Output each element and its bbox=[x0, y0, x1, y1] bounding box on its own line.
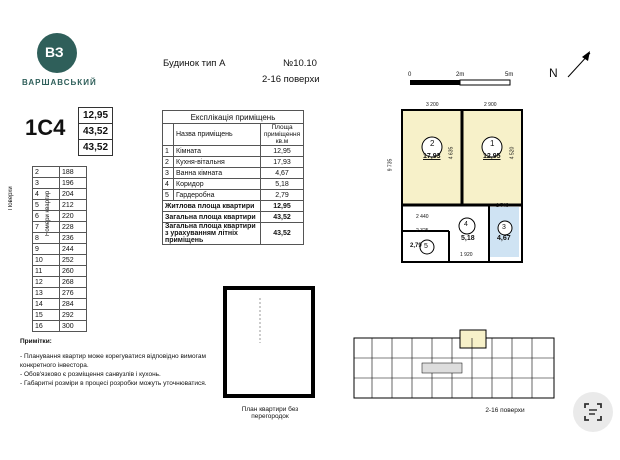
floor-row bbox=[33, 255, 87, 266]
room-num: 5 bbox=[163, 190, 174, 201]
explication-table bbox=[162, 110, 304, 245]
room-name: Коридор bbox=[174, 179, 261, 190]
floor-row bbox=[33, 266, 87, 277]
apt-number: 300 bbox=[60, 321, 87, 332]
total-value: 12,95 bbox=[261, 201, 304, 212]
room-area: 12,95 bbox=[261, 146, 304, 157]
notes-title: Примітки: bbox=[20, 338, 52, 345]
dim-1920: 1 920 bbox=[460, 252, 473, 258]
apt-number: 260 bbox=[60, 266, 87, 277]
apt-numbers-label: Номери квартир bbox=[45, 190, 51, 236]
apt-number: 196 bbox=[60, 178, 87, 189]
col-num bbox=[163, 124, 174, 146]
floor-number: 3 bbox=[33, 178, 60, 189]
room-name: Ванна кімната bbox=[174, 168, 261, 179]
floor-number: 13 bbox=[33, 288, 60, 299]
floor-number: 8 bbox=[33, 233, 60, 244]
floors-table bbox=[32, 166, 87, 332]
apt-number: 188 bbox=[60, 167, 87, 178]
apt-number: 236 bbox=[60, 233, 87, 244]
room-1-area: 12,95 bbox=[483, 153, 501, 160]
floor-number: 11 bbox=[33, 266, 60, 277]
room-area: 2,79 bbox=[261, 190, 304, 201]
col-name: Назва приміщень bbox=[174, 124, 261, 146]
note-item: - Габаритні розміри в процесі розробки можуть уточнюватися. bbox=[20, 380, 207, 387]
total-label: Житлова площа квартири bbox=[163, 201, 261, 212]
notes bbox=[20, 337, 220, 388]
floor-row bbox=[33, 167, 87, 178]
floors-range: 2-16 поверхи bbox=[262, 74, 320, 85]
floor-number: 10 bbox=[33, 255, 60, 266]
apt-number: 228 bbox=[60, 222, 87, 233]
explication-total-row bbox=[163, 201, 304, 212]
room-num: 3 bbox=[163, 168, 174, 179]
open-plan bbox=[220, 283, 320, 403]
room-2-area: 17,93 bbox=[423, 153, 441, 160]
room-area: 17,93 bbox=[261, 157, 304, 168]
apt-number: 220 bbox=[60, 211, 87, 222]
apt-number: 204 bbox=[60, 189, 87, 200]
living-area: 12,95 bbox=[79, 108, 112, 124]
dim-4520: 4 520 bbox=[509, 146, 516, 160]
floor-row bbox=[33, 299, 87, 310]
explication-row bbox=[163, 146, 304, 157]
room-area: 4,67 bbox=[261, 168, 304, 179]
explication-row bbox=[163, 157, 304, 168]
floors-label: Поверхи bbox=[8, 186, 14, 210]
floor-row bbox=[33, 288, 87, 299]
floor-row bbox=[33, 178, 87, 189]
north-arrow-icon bbox=[560, 45, 600, 85]
floor-plan-caption: 2-16 поверхи bbox=[485, 407, 525, 414]
floor-number: 2 bbox=[33, 167, 60, 178]
floor-row bbox=[33, 310, 87, 321]
explication-total-row bbox=[163, 212, 304, 223]
room-4-area: 5,18 bbox=[461, 235, 475, 242]
total-area: 43,52 bbox=[79, 124, 112, 140]
total-area-summer: 43,52 bbox=[83, 142, 109, 153]
floor-number: 16 bbox=[33, 321, 60, 332]
explication-row bbox=[163, 190, 304, 201]
floor-row bbox=[33, 211, 87, 222]
room-5-area: 2,79 bbox=[410, 243, 422, 249]
room-num: 1 bbox=[163, 146, 174, 157]
floor-number: 12 bbox=[33, 277, 60, 288]
north-label: N bbox=[549, 66, 558, 80]
dim-2900: 2 900 bbox=[484, 102, 497, 108]
logo-name: ВАРШАВСЬКИЙ bbox=[22, 78, 97, 87]
col-area: Площа приміщення кв.м bbox=[261, 124, 304, 146]
apt-number: 268 bbox=[60, 277, 87, 288]
explication-row bbox=[163, 179, 304, 190]
scan-text-icon bbox=[583, 402, 603, 422]
floor-row bbox=[33, 189, 87, 200]
room-2-number: 2 bbox=[430, 139, 435, 148]
floor-number: 9 bbox=[33, 244, 60, 255]
areas-box bbox=[78, 107, 113, 156]
explication-title: Експлікація приміщень bbox=[163, 111, 304, 124]
total-value: 43,52 bbox=[261, 223, 304, 245]
total-label: Загальна площа квартири з урахуванням літніх приміщень bbox=[163, 223, 261, 245]
floor-row bbox=[33, 233, 87, 244]
floor-row bbox=[33, 244, 87, 255]
dim-2325: 2 325 bbox=[416, 228, 429, 234]
explication-total-row bbox=[163, 223, 304, 245]
apt-number: 212 bbox=[60, 200, 87, 211]
room-num: 2 bbox=[163, 157, 174, 168]
floor-number: 14 bbox=[33, 299, 60, 310]
floor-row bbox=[33, 222, 87, 233]
dim-1740: 1 740 bbox=[496, 203, 509, 209]
scale-end: 5m bbox=[505, 72, 514, 78]
apt-number: 292 bbox=[60, 310, 87, 321]
room-name: Кімната bbox=[174, 146, 261, 157]
dim-2440: 2 440 bbox=[416, 214, 429, 220]
floor-plan bbox=[352, 328, 557, 403]
scan-button[interactable] bbox=[573, 392, 613, 432]
apt-number: 276 bbox=[60, 288, 87, 299]
floor-number: 5 bbox=[33, 200, 60, 211]
floor-number: 4 bbox=[33, 189, 60, 200]
note-item: - Планування квартир може корегуватися відповідно вимогам конкретного інвестора. bbox=[20, 353, 206, 369]
floor-number: 15 bbox=[33, 310, 60, 321]
scale-mid: 2m bbox=[456, 72, 465, 78]
dim-9735: 9 735 bbox=[387, 158, 394, 172]
floor-row bbox=[33, 200, 87, 211]
room-3-number: 3 bbox=[502, 224, 506, 231]
room-3-area: 4,67 bbox=[497, 235, 511, 242]
room-5-number: 5 bbox=[424, 243, 428, 250]
room-area: 5,18 bbox=[261, 179, 304, 190]
room-1-number: 1 bbox=[490, 139, 495, 148]
floor-number: 6 bbox=[33, 211, 60, 222]
explication-row bbox=[163, 168, 304, 179]
logo-letters: ВЗ bbox=[45, 44, 64, 60]
floor-row bbox=[33, 321, 87, 332]
floor-row bbox=[33, 277, 87, 288]
floor-number: 7 bbox=[33, 222, 60, 233]
dim-3200: 3 200 bbox=[426, 102, 439, 108]
logo-circle bbox=[37, 33, 77, 73]
room-name: Кухня-вітальня bbox=[174, 157, 261, 168]
room-num: 4 bbox=[163, 179, 174, 190]
total-label: Загальна площа квартири bbox=[163, 212, 261, 223]
apartment-code: 1С4 bbox=[25, 115, 66, 140]
apt-number: 252 bbox=[60, 255, 87, 266]
note-item: - Обов'язково є розміщення санвузлів і кухонь. bbox=[20, 371, 161, 378]
scale-zero: 0 bbox=[408, 72, 412, 78]
dim-4635: 4 635 bbox=[448, 146, 455, 160]
room-4-number: 4 bbox=[464, 221, 468, 228]
total-value: 43,52 bbox=[261, 212, 304, 223]
apt-number: 284 bbox=[60, 299, 87, 310]
apartment-number: №10.10 bbox=[283, 58, 317, 69]
open-plan-caption: План квартири без перегородок bbox=[241, 406, 299, 420]
building-type: Будинок тип А bbox=[163, 58, 226, 69]
room-name: Гардеробна bbox=[174, 190, 261, 201]
apt-number: 244 bbox=[60, 244, 87, 255]
